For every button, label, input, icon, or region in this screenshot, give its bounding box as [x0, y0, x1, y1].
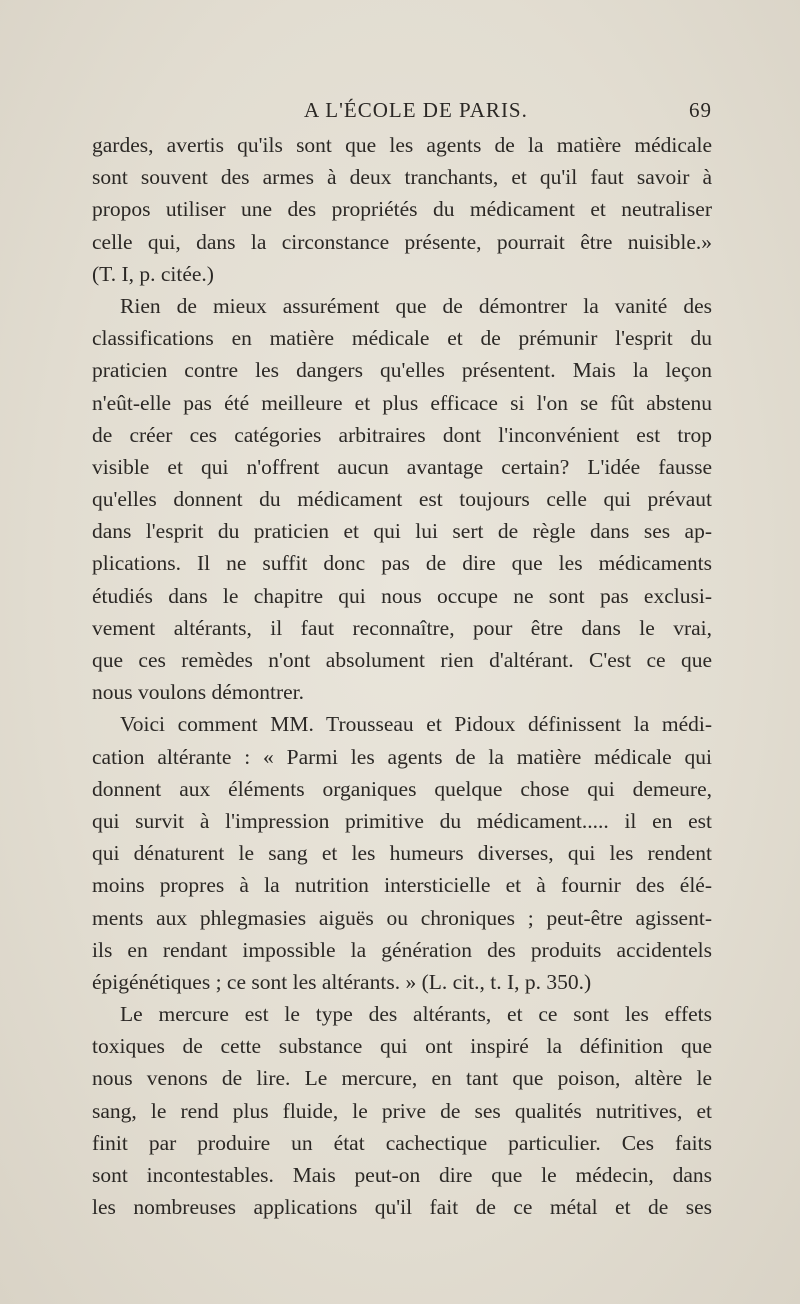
text-line: sang, le rend plus fluide, le prive de ses qualités nutritives, et [92, 1098, 712, 1123]
text-line: donnent aux éléments organiques quelque chose qui demeure, [92, 776, 712, 801]
text-line: sont incontestables. Mais peut-on dire que le médecin, dans [92, 1163, 712, 1187]
text-line: plications. Il ne suffit donc pas de dire que les médicaments [92, 551, 712, 576]
text-line: Voici comment MM. Trousseau et Pidoux définissent la médi- [120, 712, 712, 737]
text-line: nous voulons démontrer. [92, 680, 304, 705]
text-line: qui dénaturent le sang et les humeurs diverses, qui les rendent [92, 841, 712, 866]
text-line: ments aux phlegmasies aiguës ou chroniques ; peut-être agissent- [92, 905, 712, 930]
text-line: Le mercure est le type des altérants, et ce sont les effets [120, 1002, 712, 1027]
text-line: étudiés dans le chapitre qui nous occupe ne sont pas exclusi- [92, 583, 712, 608]
text-line: classifications en matière médicale et de prémunir l'esprit du [92, 326, 712, 351]
text-line: dans l'esprit du praticien et qui lui sert de règle dans ses ap- [92, 519, 712, 544]
running-header [92, 98, 712, 132]
running-title: A L'ÉCOLE DE PARIS. [304, 98, 528, 122]
text-line: moins propres à la nutrition intersticielle et à fournir des élé- [92, 873, 712, 898]
text-line: propos utiliser une des propriétés du médicament et neutraliser [92, 197, 712, 222]
text-line: praticien contre les dangers qu'elles présentent. Mais la leçon [92, 358, 712, 383]
text-line: qu'elles donnent du médicament est toujours celle qui prévaut [92, 487, 712, 512]
text-line: les nombreuses applications qu'il fait de ce métal et de ses [92, 1195, 712, 1220]
text-line: (T. I, p. citée.) [92, 261, 214, 286]
text-line: celle qui, dans la circonstance présente, pourrait être nuisible.» [92, 229, 712, 254]
text-line: n'eût-elle pas été meilleure et plus efficace si l'on se fût abstenu [92, 390, 712, 415]
text-line: ils en rendant impossible la génération des produits accidentels [92, 937, 712, 962]
text-line: sont souvent des armes à deux tranchants, et qu'il faut savoir à [92, 165, 712, 190]
text-line: que ces remèdes n'ont absolument rien d'altérant. C'est ce que [92, 648, 712, 672]
text-line: toxiques de cette substance qui ont inspiré la définition que [92, 1034, 712, 1059]
text-line: de créer ces catégories arbitraires dont l'inconvénient est trop [92, 422, 712, 447]
text-line: gardes, avertis qu'ils sont que les agents de la matière médicale [92, 133, 712, 157]
text-line: finit par produire un état cachectique particulier. Ces faits [92, 1130, 712, 1155]
text-line: visible et qui n'offrent aucun avantage certain? L'idée fausse [92, 454, 712, 479]
text-line: nous venons de lire. Le mercure, en tant que poison, altère le [92, 1066, 712, 1091]
page-number: 69 [689, 98, 712, 122]
text-line: cation altérante : « Parmi les agents de la matière médicale qui [92, 744, 712, 769]
text-line: Rien de mieux assurément que de démontrer la vanité des [120, 293, 712, 318]
text-line: épigénétiques ; ce sont les altérants. » (L. cit., t. I, p. 350.) [92, 969, 592, 994]
body-text [92, 129, 712, 1223]
text-line: vement altérants, il faut reconnaître, pour être dans le vrai, [92, 615, 712, 640]
text-line: qui survit à l'impression primitive du médicament..... il en est [92, 808, 712, 833]
